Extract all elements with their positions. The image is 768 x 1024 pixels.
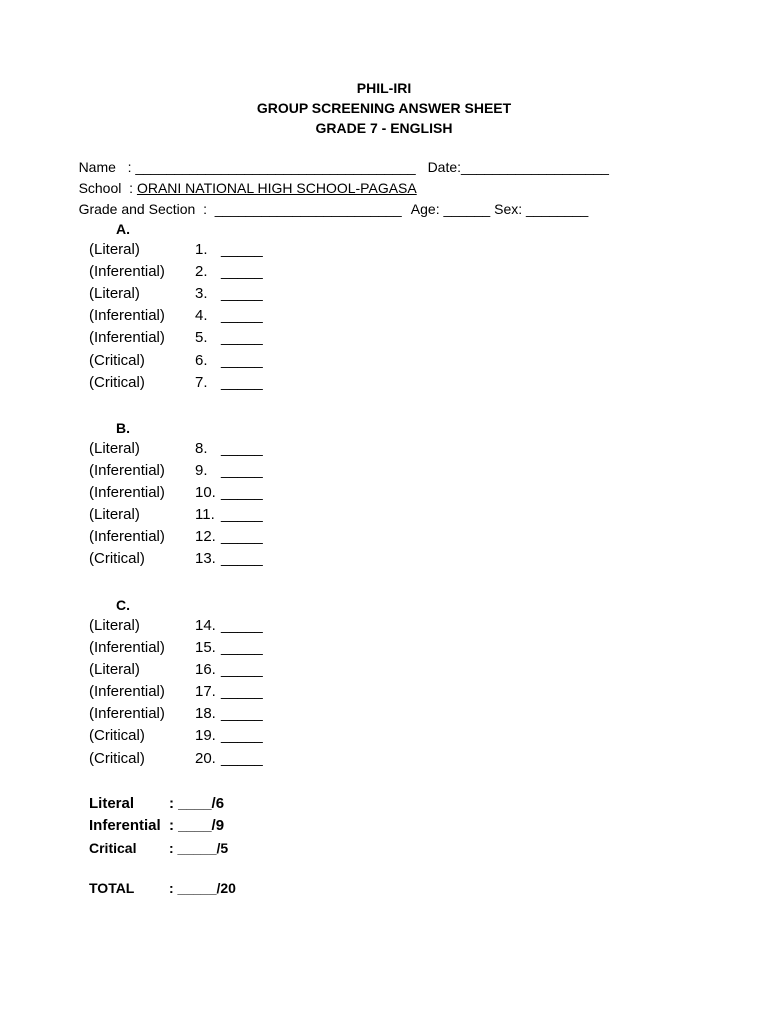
answer-blank[interactable]: _____ <box>221 705 263 722</box>
sex-label: Sex: <box>494 201 527 217</box>
section-b-label: B. <box>116 420 130 436</box>
section-a-label: A. <box>116 221 130 237</box>
question-type: (Inferential) <box>89 263 165 280</box>
question-number: 5. <box>195 329 208 346</box>
question-type: (Literal) <box>89 617 140 634</box>
question-number: 13. <box>195 550 216 567</box>
question-number: 1. <box>195 241 208 258</box>
answer-blank[interactable]: _____ <box>221 440 263 457</box>
answer-blank[interactable]: _____ <box>221 506 263 523</box>
answer-blank[interactable]: _____ <box>221 550 263 567</box>
question-number: 6. <box>195 352 208 369</box>
title-answer-sheet: GROUP SCREENING ANSWER SHEET <box>256 100 512 116</box>
answer-blank[interactable]: _____ <box>221 484 263 501</box>
question-number: 4. <box>195 307 208 324</box>
question-number: 11. <box>195 506 215 523</box>
score-label: Critical <box>89 840 137 856</box>
question-number: 14. <box>195 617 216 634</box>
question-number: 10. <box>195 484 216 501</box>
question-number: 19. <box>195 727 216 744</box>
section-c-label: C. <box>116 597 130 613</box>
answer-blank[interactable]: _____ <box>221 661 263 678</box>
question-number: 20. <box>195 750 216 767</box>
question-type: (Inferential) <box>89 528 165 545</box>
answer-blank[interactable]: _____ <box>221 727 263 744</box>
question-number: 7. <box>195 374 208 391</box>
age-blank[interactable]: ______ <box>443 201 491 217</box>
title-grade: GRADE 7 - ENGLISH <box>315 120 453 136</box>
age-sex-row <box>396 182 588 236</box>
school-value: ORANI NATIONAL HIGH SCHOOL-PAGASA <box>136 180 417 196</box>
question-type: (Inferential) <box>89 484 165 501</box>
grade-section-label: Grade and Section : <box>78 201 215 217</box>
question-type: (Literal) <box>89 661 140 678</box>
question-type: (Critical) <box>89 550 145 567</box>
question-number: 16. <box>195 661 216 678</box>
question-number: 15. <box>195 639 216 656</box>
score-value[interactable]: : ____/9 <box>169 817 225 834</box>
question-number: 18. <box>195 705 216 722</box>
title-phil-iri: PHIL-IRI <box>356 80 412 96</box>
sex-blank[interactable]: ________ <box>526 201 589 217</box>
answer-blank[interactable]: _____ <box>221 329 263 346</box>
question-number: 8. <box>195 440 208 457</box>
answer-blank[interactable]: _____ <box>221 374 263 391</box>
question-number: 2. <box>195 263 208 280</box>
question-type: (Literal) <box>89 506 140 523</box>
question-type: (Inferential) <box>89 307 165 324</box>
score-label: TOTAL <box>89 880 135 896</box>
date-blank[interactable]: ___________________ <box>461 159 609 175</box>
score-value[interactable]: : ____/6 <box>169 795 225 812</box>
name-blank[interactable]: ____________________________________ <box>135 159 416 175</box>
question-type: (Critical) <box>89 374 145 391</box>
question-type: (Critical) <box>89 750 145 767</box>
date-label: Date: <box>427 159 462 175</box>
answer-blank[interactable]: _____ <box>221 683 263 700</box>
answer-blank[interactable]: _____ <box>221 750 263 767</box>
answer-blank[interactable]: _____ <box>221 528 263 545</box>
answer-blank[interactable]: _____ <box>221 307 263 324</box>
question-type: (Inferential) <box>89 639 165 656</box>
question-number: 12. <box>195 528 216 545</box>
answer-blank[interactable]: _____ <box>221 617 263 634</box>
question-type: (Inferential) <box>89 705 165 722</box>
age-label: Age: <box>410 201 444 217</box>
answer-blank[interactable]: _____ <box>221 352 263 369</box>
score-value[interactable]: : _____/20 <box>169 880 236 896</box>
question-type: (Critical) <box>89 727 145 744</box>
answer-blank[interactable]: _____ <box>221 462 263 479</box>
grade-section-blank[interactable]: ________________________ <box>214 201 402 217</box>
question-type: (Literal) <box>89 285 140 302</box>
question-type: (Literal) <box>89 440 140 457</box>
question-number: 17. <box>195 683 216 700</box>
question-type: (Inferential) <box>89 329 165 346</box>
question-type: (Critical) <box>89 352 145 369</box>
question-number: 3. <box>195 285 208 302</box>
question-type: (Literal) <box>89 241 140 258</box>
answer-blank[interactable]: _____ <box>221 263 263 280</box>
question-number: 9. <box>195 462 208 479</box>
grade-section-row <box>63 182 402 236</box>
score-label: Inferential <box>89 817 161 834</box>
score-label: Literal <box>89 795 135 812</box>
score-value[interactable]: : _____/5 <box>169 840 229 856</box>
school-label: School : <box>78 180 137 196</box>
answer-blank[interactable]: _____ <box>221 241 263 258</box>
answer-blank[interactable]: _____ <box>221 285 263 302</box>
question-type: (Inferential) <box>89 462 165 479</box>
name-label: Name : <box>78 159 136 175</box>
question-type: (Inferential) <box>89 683 165 700</box>
answer-blank[interactable]: _____ <box>221 639 263 656</box>
